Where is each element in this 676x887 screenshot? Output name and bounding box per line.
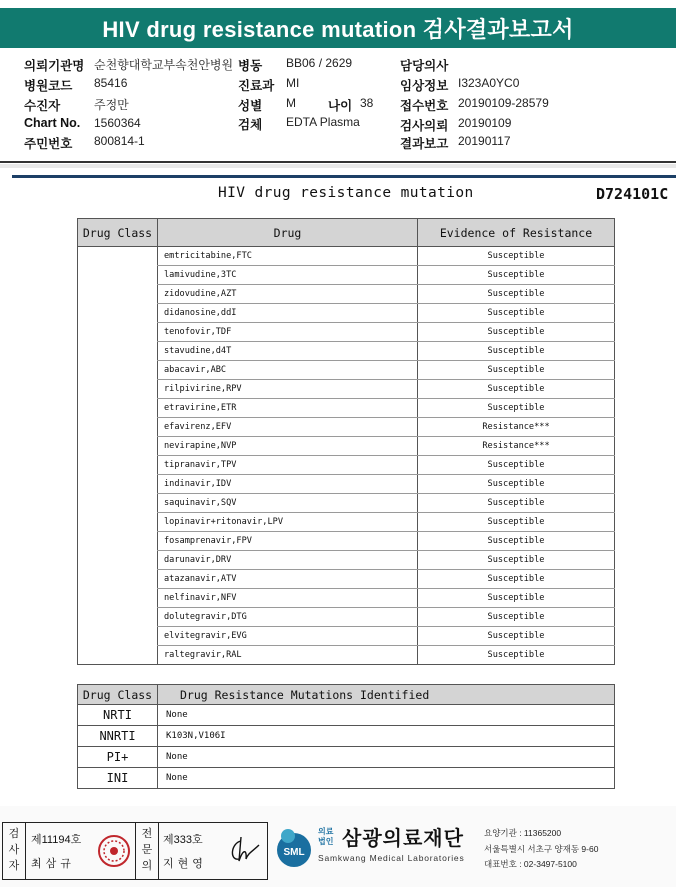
table-row	[78, 589, 615, 608]
department-value: MI	[286, 76, 300, 90]
id-no-label: 주민번호	[24, 137, 73, 151]
attending-label: 담당의사	[400, 59, 449, 73]
corp-phone: 대표번호 : 02-3497-5100	[484, 859, 577, 869]
table-row	[78, 570, 615, 589]
evidence-cell: Susceptible	[418, 456, 615, 475]
id-no-value: 800814-1	[94, 134, 145, 148]
examiner-label-text: 검사자	[8, 828, 20, 872]
sex-label: 성별	[238, 99, 263, 113]
table-row	[78, 285, 615, 304]
drug-class-header: Drug Class	[78, 219, 158, 247]
receipt-no-label: 접수번호	[400, 99, 449, 113]
signature-box	[2, 822, 268, 880]
examiner-seal-icon	[97, 833, 131, 869]
table-row	[78, 705, 615, 726]
table-row	[78, 513, 615, 532]
drug-cell: elvitegravir,EVG	[158, 627, 418, 646]
drug-table-header-row	[78, 219, 615, 247]
evidence-cell: Resistance***	[418, 418, 615, 437]
patient-name-label: 수진자	[24, 99, 61, 113]
section-divider	[0, 161, 676, 163]
evidence-cell: Susceptible	[418, 475, 615, 494]
drug-cell: nevirapine,NVP	[158, 437, 418, 456]
evidence-cell: Susceptible	[418, 380, 615, 399]
care-institution-number: 요양기관 : 11365200	[484, 828, 562, 838]
corp-english-name: Samkwang Medical Laboratories	[318, 853, 465, 863]
mutation-cell: None	[158, 747, 615, 768]
drug-cell: fosamprenavir,FPV	[158, 532, 418, 551]
table-row	[78, 494, 615, 513]
table-row	[78, 768, 615, 789]
table-row	[78, 399, 615, 418]
mutation-cell: K103N,V106I	[158, 726, 615, 747]
evidence-cell: Susceptible	[418, 589, 615, 608]
specialist-label-text: 전문의	[141, 828, 153, 872]
table-row	[78, 323, 615, 342]
mutation-class-header: Drug Class	[78, 685, 158, 705]
signature-divider	[158, 823, 159, 879]
drug-cell: tipranavir,TPV	[158, 456, 418, 475]
mutation-header: Drug Resistance Mutations Identified	[158, 685, 615, 705]
evidence-cell: Susceptible	[418, 551, 615, 570]
table-row	[78, 627, 615, 646]
drug-cell: rilpivirine,RPV	[158, 380, 418, 399]
table-row	[78, 747, 615, 768]
ordering-institution-label: 의뢰기관명	[24, 59, 85, 73]
examiner-label	[6, 826, 22, 874]
corp-prefix-2: 법인	[318, 837, 334, 846]
corp-address: 서울특별시 서초구 양재동 9-60	[484, 844, 599, 854]
specimen-value: EDTA Plasma	[286, 115, 360, 129]
drug-table-body	[78, 247, 615, 665]
mutation-class-cell: PI+	[78, 747, 158, 768]
evidence-cell: Susceptible	[418, 646, 615, 665]
chart-no-value: 1560364	[94, 116, 141, 130]
drug-cell: raltegravir,RAL	[158, 646, 418, 665]
drug-cell: stavudine,d4T	[158, 342, 418, 361]
examiner-license: 제11194호	[31, 834, 82, 846]
evidence-cell: Susceptible	[418, 285, 615, 304]
evidence-cell: Susceptible	[418, 570, 615, 589]
specialist-license: 제333호	[163, 834, 203, 846]
mutation-class-cell: NNRTI	[78, 726, 158, 747]
request-date-value: 20190109	[458, 116, 512, 130]
evidence-cell: Susceptible	[418, 513, 615, 532]
drug-cell: tenofovir,TDF	[158, 323, 418, 342]
drug-header: Drug	[158, 219, 418, 247]
drug-cell: abacavir,ABC	[158, 361, 418, 380]
evidence-cell: Susceptible	[418, 304, 615, 323]
evidence-cell: Susceptible	[418, 399, 615, 418]
drug-cell: efavirenz,EFV	[158, 418, 418, 437]
report-title-bar: HIV drug resistance mutation 검사결과보고서	[0, 8, 676, 48]
mutation-class-cell: INI	[78, 768, 158, 789]
drug-cell: atazanavir,ATV	[158, 570, 418, 589]
evidence-cell: Susceptible	[418, 627, 615, 646]
clinical-info-value: I323A0YC0	[458, 76, 520, 90]
corp-prefix-1: 의료	[318, 827, 334, 836]
mutation-cell: None	[158, 705, 615, 726]
evidence-cell: Susceptible	[418, 494, 615, 513]
report-code: D724101C	[596, 185, 669, 203]
report-heading: HIV drug resistance mutation	[218, 185, 474, 201]
report-date-value: 20190117	[458, 134, 511, 148]
evidence-cell: Susceptible	[418, 247, 615, 266]
drug-cell: zidovudine,AZT	[158, 285, 418, 304]
section-divider-shadow	[0, 164, 676, 168]
evidence-cell: Susceptible	[418, 342, 615, 361]
evidence-header: Evidence of Resistance	[418, 219, 615, 247]
corp-type-label	[318, 827, 333, 847]
signature-divider	[25, 823, 26, 879]
table-row	[78, 247, 615, 266]
drug-cell: emtricitabine,FTC	[158, 247, 418, 266]
mutation-table	[77, 684, 615, 789]
age-value: 38	[360, 96, 374, 110]
evidence-cell: Susceptible	[418, 323, 615, 342]
table-row	[78, 380, 615, 399]
table-row	[78, 608, 615, 627]
drug-cell: indinavir,IDV	[158, 475, 418, 494]
sex-value: M	[286, 96, 296, 110]
table-row	[78, 551, 615, 570]
table-row	[78, 726, 615, 747]
table-row	[78, 456, 615, 475]
table-row	[78, 532, 615, 551]
hospital-code-value: 85416	[94, 76, 128, 90]
mutation-table-header-row	[78, 685, 615, 705]
age-label: 나이	[328, 99, 353, 113]
table-row	[78, 475, 615, 494]
table-row	[78, 646, 615, 665]
sml-logo-icon	[272, 826, 316, 870]
signature-divider	[135, 823, 136, 879]
drug-cell: saquinavir,SQV	[158, 494, 418, 513]
evidence-cell: Resistance***	[418, 437, 615, 456]
table-row	[78, 361, 615, 380]
drug-cell: lamivudine,3TC	[158, 266, 418, 285]
request-date-label: 검사의뢰	[400, 119, 449, 133]
mutation-table-body	[78, 705, 615, 789]
patient-name-value: 주정만	[94, 98, 129, 112]
specialist-label	[139, 826, 155, 874]
specimen-label: 검체	[238, 118, 263, 132]
table-row	[78, 342, 615, 361]
drug-cell: nelfinavir,NFV	[158, 589, 418, 608]
scan-top-border	[12, 175, 676, 178]
drug-cell: etravirine,ETR	[158, 399, 418, 418]
hospital-code-label: 병원코드	[24, 79, 73, 93]
department-label: 진료과	[238, 79, 275, 93]
specialist-name: 지현영	[163, 858, 207, 870]
ward-label: 병동	[238, 59, 263, 73]
drug-resistance-table	[77, 218, 615, 665]
drug-cell: dolutegravir,DTG	[158, 608, 418, 627]
drug-cell: darunavir,DRV	[158, 551, 418, 570]
table-row	[78, 266, 615, 285]
patient-info-section	[0, 56, 676, 156]
mutation-class-cell: NRTI	[78, 705, 158, 726]
table-row	[78, 304, 615, 323]
evidence-cell: Susceptible	[418, 361, 615, 380]
clinical-info-label: 임상정보	[400, 79, 449, 93]
report-date-label: 결과보고	[400, 137, 449, 151]
evidence-cell: Susceptible	[418, 608, 615, 627]
ward-value: BB06 / 2629	[286, 56, 353, 70]
drug-cell: lopinavir+ritonavir,LPV	[158, 513, 418, 532]
ordering-institution-value: 순천향대학교부속천안병원	[94, 58, 234, 72]
table-row	[78, 418, 615, 437]
specialist-signature-icon	[227, 835, 263, 867]
receipt-no-value: 20190109-28579	[458, 96, 549, 110]
chart-no-label: Chart No.	[24, 116, 81, 130]
examiner-name: 최삼규	[31, 858, 75, 870]
table-row	[78, 437, 615, 456]
evidence-cell: Susceptible	[418, 266, 615, 285]
sml-logo-text: SML	[283, 847, 305, 858]
corp-name: 삼광의료재단	[342, 828, 464, 850]
drug-class-cell	[78, 247, 158, 665]
mutation-cell: None	[158, 768, 615, 789]
evidence-cell: Susceptible	[418, 532, 615, 551]
drug-cell: didanosine,ddI	[158, 304, 418, 323]
